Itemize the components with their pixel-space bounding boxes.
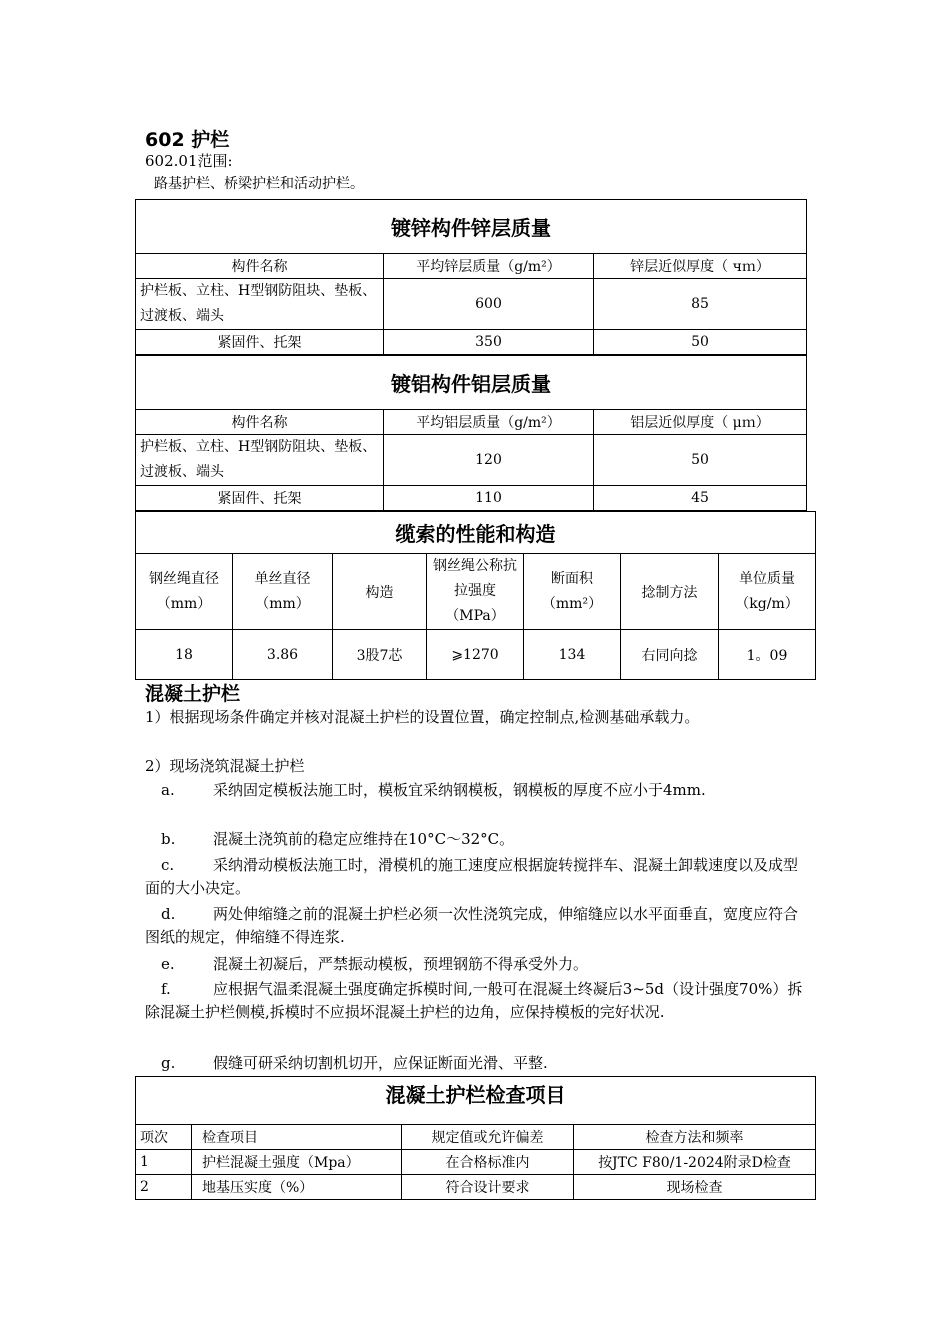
table-cell: 1	[136, 1150, 192, 1175]
item-text: 应根据气温柔混凝土强度确定拆模时间,一般可在混凝土终凝后3~5d（设计强度70%）拆除混凝土护栏侧模,拆模时不应损坏混凝土护栏的边角，应保持模板的完好状况.	[145, 980, 803, 1021]
concrete-heading: 混凝土护栏	[145, 683, 241, 705]
scope-label: 602.01范围:	[145, 152, 233, 170]
item-text: 采纳固定模板法施工时，模板宜采纳钢模板，钢模板的厚度不应小于4mm.	[213, 781, 706, 799]
list-item	[145, 953, 807, 976]
table-header: 构造	[333, 554, 427, 630]
table-cell: 2	[136, 1175, 192, 1200]
section-heading: 602 护栏	[145, 129, 230, 151]
table-cell: 3.86	[233, 630, 333, 680]
table-cell: 护栏板、立柱、H型钢防阻块、垫板、过渡板、端头	[136, 279, 384, 330]
item-label: d.	[161, 905, 176, 923]
table-header: 钢丝绳公称抗拉强度（MPa）	[427, 554, 524, 630]
table-title: 混凝土护栏检查项目	[136, 1077, 816, 1125]
table-cell: 右同向捻	[621, 630, 719, 680]
table-cell: 350	[384, 330, 594, 355]
table-header: 捻制方法	[621, 554, 719, 630]
item-text: 假缝可研采纳切割机切开，应保证断面光滑、平整.	[213, 1054, 548, 1072]
table-cell: 110	[384, 486, 594, 511]
list-item	[145, 854, 807, 900]
list-item	[145, 828, 807, 851]
inspection-table	[135, 1076, 816, 1200]
table-header: 规定值或允许偏差	[402, 1125, 574, 1150]
table-header: 项次	[136, 1125, 192, 1150]
table-title: 镀锌构件锌层质量	[136, 200, 807, 254]
item-label: f.	[161, 980, 171, 998]
table-cell: 护栏混凝土强度（Mpa）	[192, 1150, 402, 1175]
table-cell: 紧固件、托架	[136, 330, 384, 355]
list-item	[145, 903, 807, 949]
item-text: 采纳滑动模板法施工时，滑模机的施工速度应根据旋转搅拌车、混凝土卸载速度以及成型面的大小决定。	[145, 856, 799, 897]
scope-text: 路基护栏、桥梁护栏和活动护栏。	[154, 176, 364, 192]
table-cell: 45	[594, 486, 807, 511]
paragraph-1: 1）根据现场条件确定并核对混凝土护栏的设置位置，确定控制点,检测基础承载力。	[145, 708, 700, 726]
table-header: 断面积（mm²）	[524, 554, 621, 630]
table-cell: 按JTC F80/1-2024附录D检查	[574, 1150, 816, 1175]
table-header: 单位质量（kg/m）	[719, 554, 816, 630]
table-cell: 符合设计要求	[402, 1175, 574, 1200]
item-label: c.	[161, 856, 175, 874]
item-label: a.	[161, 781, 175, 799]
table-cell: 现场检查	[574, 1175, 816, 1200]
table-header: 检查方法和频率	[574, 1125, 816, 1150]
aluminum-coating-table	[135, 355, 807, 511]
table-cell: 地基压实度（%）	[192, 1175, 402, 1200]
item-text: 两处伸缩缝之前的混凝土护栏必须一次性浇筑完成，伸缩缝应以水平面垂直，宽度应符合图纸的规定，伸缩缝不得连浆.	[145, 905, 799, 946]
table-cell: 600	[384, 279, 594, 330]
zinc-coating-table	[135, 199, 807, 355]
table-header: 构件名称	[136, 410, 384, 435]
table-header: 构件名称	[136, 254, 384, 279]
list-item	[145, 978, 807, 1024]
item-text: 混凝土初凝后，严禁振动模板，预埋钢筋不得承受外力。	[213, 955, 589, 973]
table-header: 单丝直径（mm）	[233, 554, 333, 630]
cable-table	[135, 511, 816, 680]
table-cell: 18	[136, 630, 233, 680]
table-header: 铝层近似厚度（ μｍ）	[594, 410, 807, 435]
table-header: 平均铝层质量（g/m²）	[384, 410, 594, 435]
table-cell: 85	[594, 279, 807, 330]
table-cell: 紧固件、托架	[136, 486, 384, 511]
table-cell: 3股7芯	[333, 630, 427, 680]
table-title: 镀铝构件铝层质量	[136, 356, 807, 410]
table-cell: 护栏板、立柱、H型钢防阻块、垫板、过渡板、端头	[136, 435, 384, 486]
item-label: e.	[161, 955, 175, 973]
table-title: 缆索的性能和构造	[136, 512, 816, 554]
item-label: g.	[161, 1054, 176, 1072]
item-label: b.	[161, 830, 176, 848]
item-text: 混凝土浇筑前的稳定应维持在10°C～32°C。	[213, 830, 515, 848]
list-item	[145, 1052, 807, 1075]
table-cell: ⩾1270	[427, 630, 524, 680]
table-header: 锌层近似厚度（ чｍ）	[594, 254, 807, 279]
table-header: 检查项目	[192, 1125, 402, 1150]
table-cell: 1。09	[719, 630, 816, 680]
table-cell: 120	[384, 435, 594, 486]
table-cell: 134	[524, 630, 621, 680]
table-header: 平均锌层质量（g/m²）	[384, 254, 594, 279]
table-header: 钢丝绳直径（mm）	[136, 554, 233, 630]
table-cell: 50	[594, 330, 807, 355]
list-item	[145, 779, 807, 802]
table-cell: 在合格标准内	[402, 1150, 574, 1175]
table-cell: 50	[594, 435, 807, 486]
paragraph-2: 2）现场浇筑混凝土护栏	[145, 757, 305, 775]
